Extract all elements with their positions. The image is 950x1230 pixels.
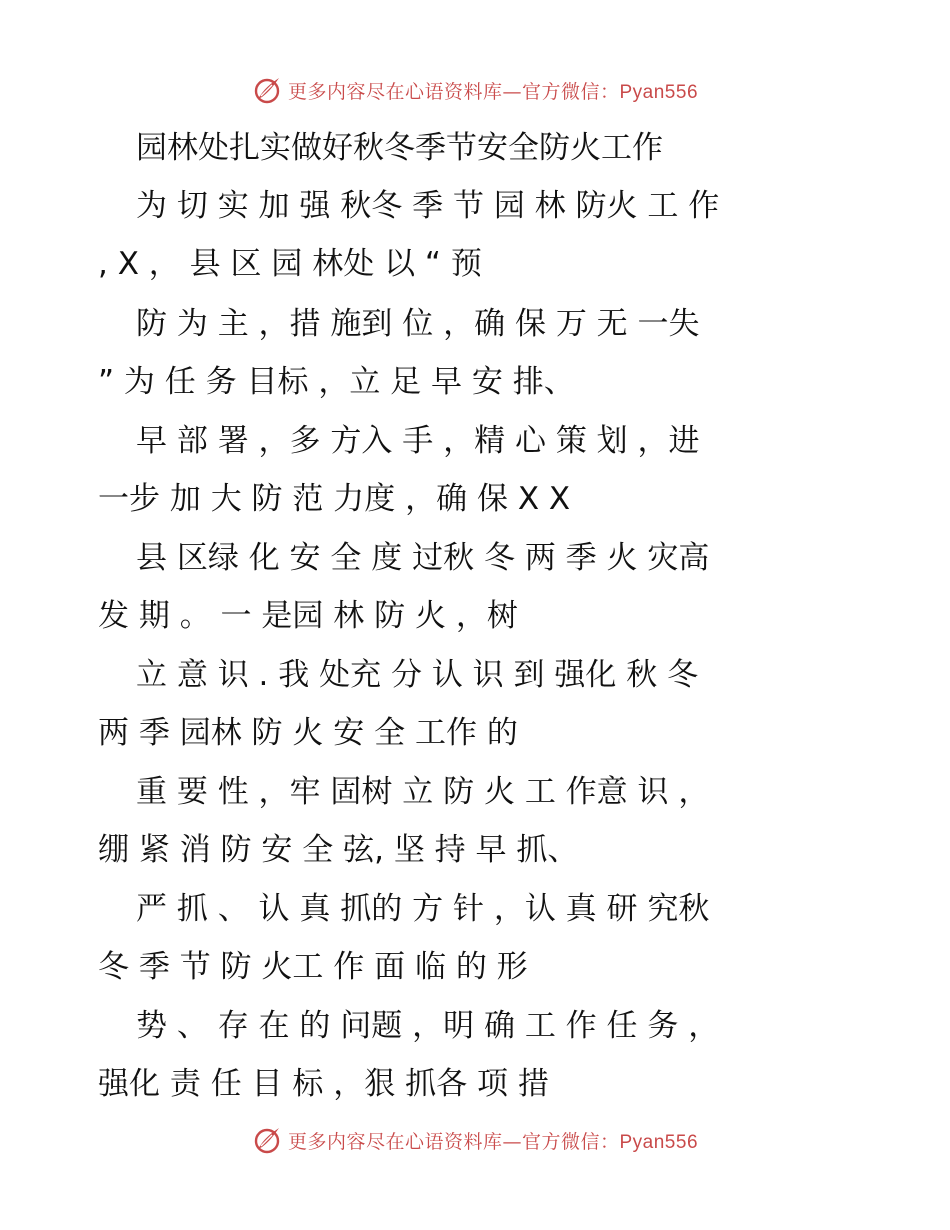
text-line: ” 为 任 务 目标 ，立 足 早 安 排、 [98,364,575,400]
text-line: 为 切 实 加 强 秋冬 季 节 园 林 防火 工 作 [136,188,720,224]
text-line: 重 要 性 ，牢 固树 立 防 火 工 作意 识 ， [136,774,710,810]
text-line: 两 季 园林 防 火 安 全 工作 的 [98,715,518,751]
text-line: 发 期 。 一 是园 林 防 火 ，树 [98,598,518,634]
header-watermark [0,70,950,110]
wechat-id: Pyan556 [619,81,699,103]
text-line: 势 、 存 在 的 问题 ，明 确 工 作 任 务 ， [136,1008,720,1044]
watermark-caption: 更多内容尽在心语资料库—官方微信： [287,1130,620,1153]
text-line: 冬 季 节 防 火工 作 面 临 的 形 [98,949,528,985]
text-line: 县 区绿 化 安 全 度 过秋 冬 两 季 火 灾高 [136,540,710,576]
quill-logo-icon [252,1125,282,1155]
watermark-text [288,1127,698,1154]
document-title: 园林处扎实做好秋冬季节安全防火工作 [136,130,663,166]
footer-watermark [0,1120,950,1160]
watermark-text [288,77,698,104]
text-line: 早 部 署 ，多 方入 手 ，精 心 策 划 ，进 [136,423,700,459]
text-line: 严 抓 、 认 真 抓的 方 针 ，认 真 研 究秋 [136,891,710,927]
text-line: 强化 责 任 目 标 ，狠 抓各 项 措 [98,1066,549,1102]
text-line: 一步 加 大 防 范 力度 ，确 保 X X [98,481,571,517]
wechat-id: Pyan556 [619,1131,699,1153]
text-line: 立 意 识 . 我 处充 分 认 识 到 强化 秋 冬 [136,657,699,693]
watermark-caption: 更多内容尽在心语资料库—官方微信： [287,80,620,103]
text-line: 防 为 主 ，措 施到 位 ，确 保 万 无 一失 [136,306,700,342]
text-line: , X ， 县 区 园 林处 以 “ 预 [98,246,482,282]
text-line: 绷 紧 消 防 安 全 弦, 坚 持 早 抓、 [98,832,579,868]
quill-logo-icon [252,75,282,105]
